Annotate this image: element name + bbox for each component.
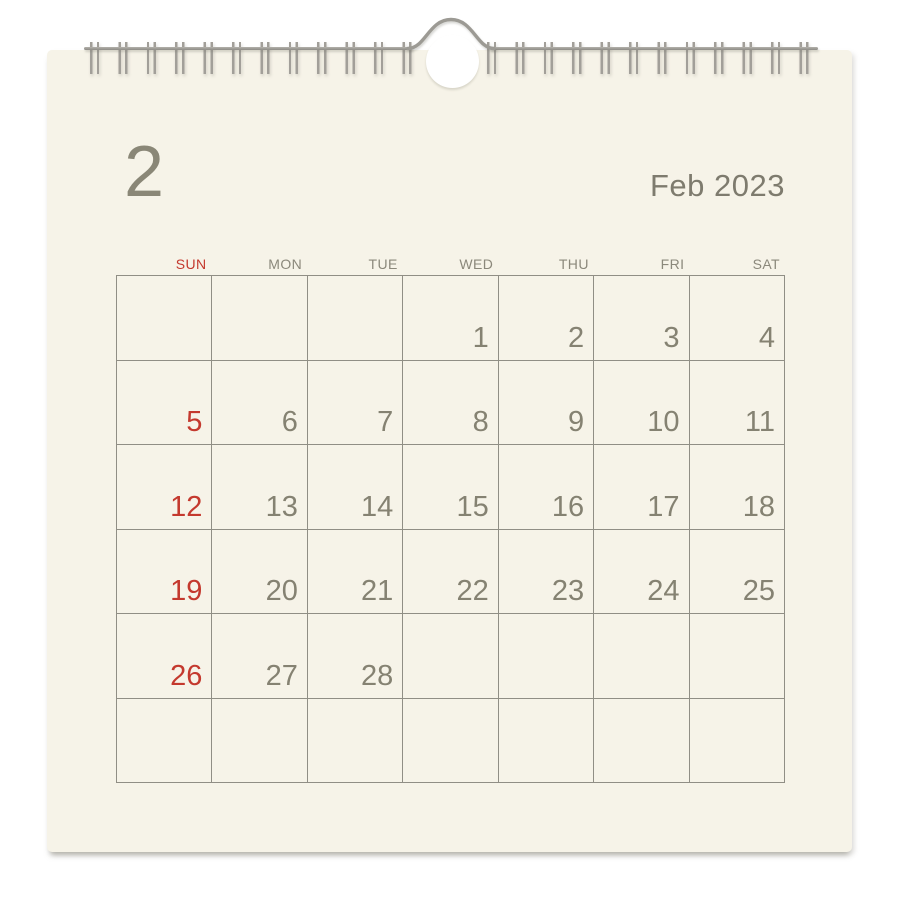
date-cell-empty [594, 614, 689, 699]
date-cell-17: 17 [594, 445, 689, 530]
date-cell-10: 10 [594, 361, 689, 446]
date-cell-6: 6 [212, 361, 307, 446]
day-header-sun: SUN [175, 256, 207, 272]
date-cell-empty [594, 699, 689, 784]
date-cell-15: 15 [403, 445, 498, 530]
date-cell-empty [499, 699, 594, 784]
date-cell-26: 26 [117, 614, 212, 699]
date-cell-4: 4 [690, 276, 785, 361]
date-cell-24: 24 [594, 530, 689, 615]
binding-wire-bar-left [84, 47, 412, 50]
date-cell-empty [403, 614, 498, 699]
date-cell-28: 28 [308, 614, 403, 699]
day-header-sat: SAT [752, 256, 780, 272]
date-cell-14: 14 [308, 445, 403, 530]
weekday-header-row [116, 253, 785, 272]
date-cell-11: 11 [690, 361, 785, 446]
date-cell-empty [690, 614, 785, 699]
hanger-hook-icon [405, 16, 497, 54]
date-cell-1: 1 [403, 276, 498, 361]
date-cell-27: 27 [212, 614, 307, 699]
date-cell-empty [117, 276, 212, 361]
date-cell-3: 3 [594, 276, 689, 361]
day-header-wed: WED [459, 256, 494, 272]
date-cell-empty [403, 699, 498, 784]
date-cell-empty [212, 699, 307, 784]
date-cell-13: 13 [212, 445, 307, 530]
date-cell-25: 25 [690, 530, 785, 615]
date-cell-19: 19 [117, 530, 212, 615]
day-header-fri: FRI [660, 256, 685, 272]
day-header-mon: MON [268, 256, 303, 272]
date-cell-20: 20 [212, 530, 307, 615]
date-cell-12: 12 [117, 445, 212, 530]
day-header-thu: THU [558, 256, 589, 272]
date-cell-16: 16 [499, 445, 594, 530]
date-cell-9: 9 [499, 361, 594, 446]
month-number: 2 [124, 132, 165, 212]
date-cell-7: 7 [308, 361, 403, 446]
date-cell-empty [117, 699, 212, 784]
date-cell-18: 18 [690, 445, 785, 530]
date-cell-empty [499, 614, 594, 699]
calendar-grid [116, 275, 785, 783]
date-cell-empty [308, 699, 403, 784]
month-year-label: Feb 2023 [650, 168, 785, 203]
day-header-tue: TUE [368, 256, 398, 272]
date-cell-21: 21 [308, 530, 403, 615]
date-cell-2: 2 [499, 276, 594, 361]
date-cell-8: 8 [403, 361, 498, 446]
date-cell-empty [308, 276, 403, 361]
date-cell-22: 22 [403, 530, 498, 615]
date-cell-5: 5 [117, 361, 212, 446]
binding-wire-bar-right [490, 47, 818, 50]
date-cell-empty [212, 276, 307, 361]
date-cell-empty [690, 699, 785, 784]
date-cell-23: 23 [499, 530, 594, 615]
